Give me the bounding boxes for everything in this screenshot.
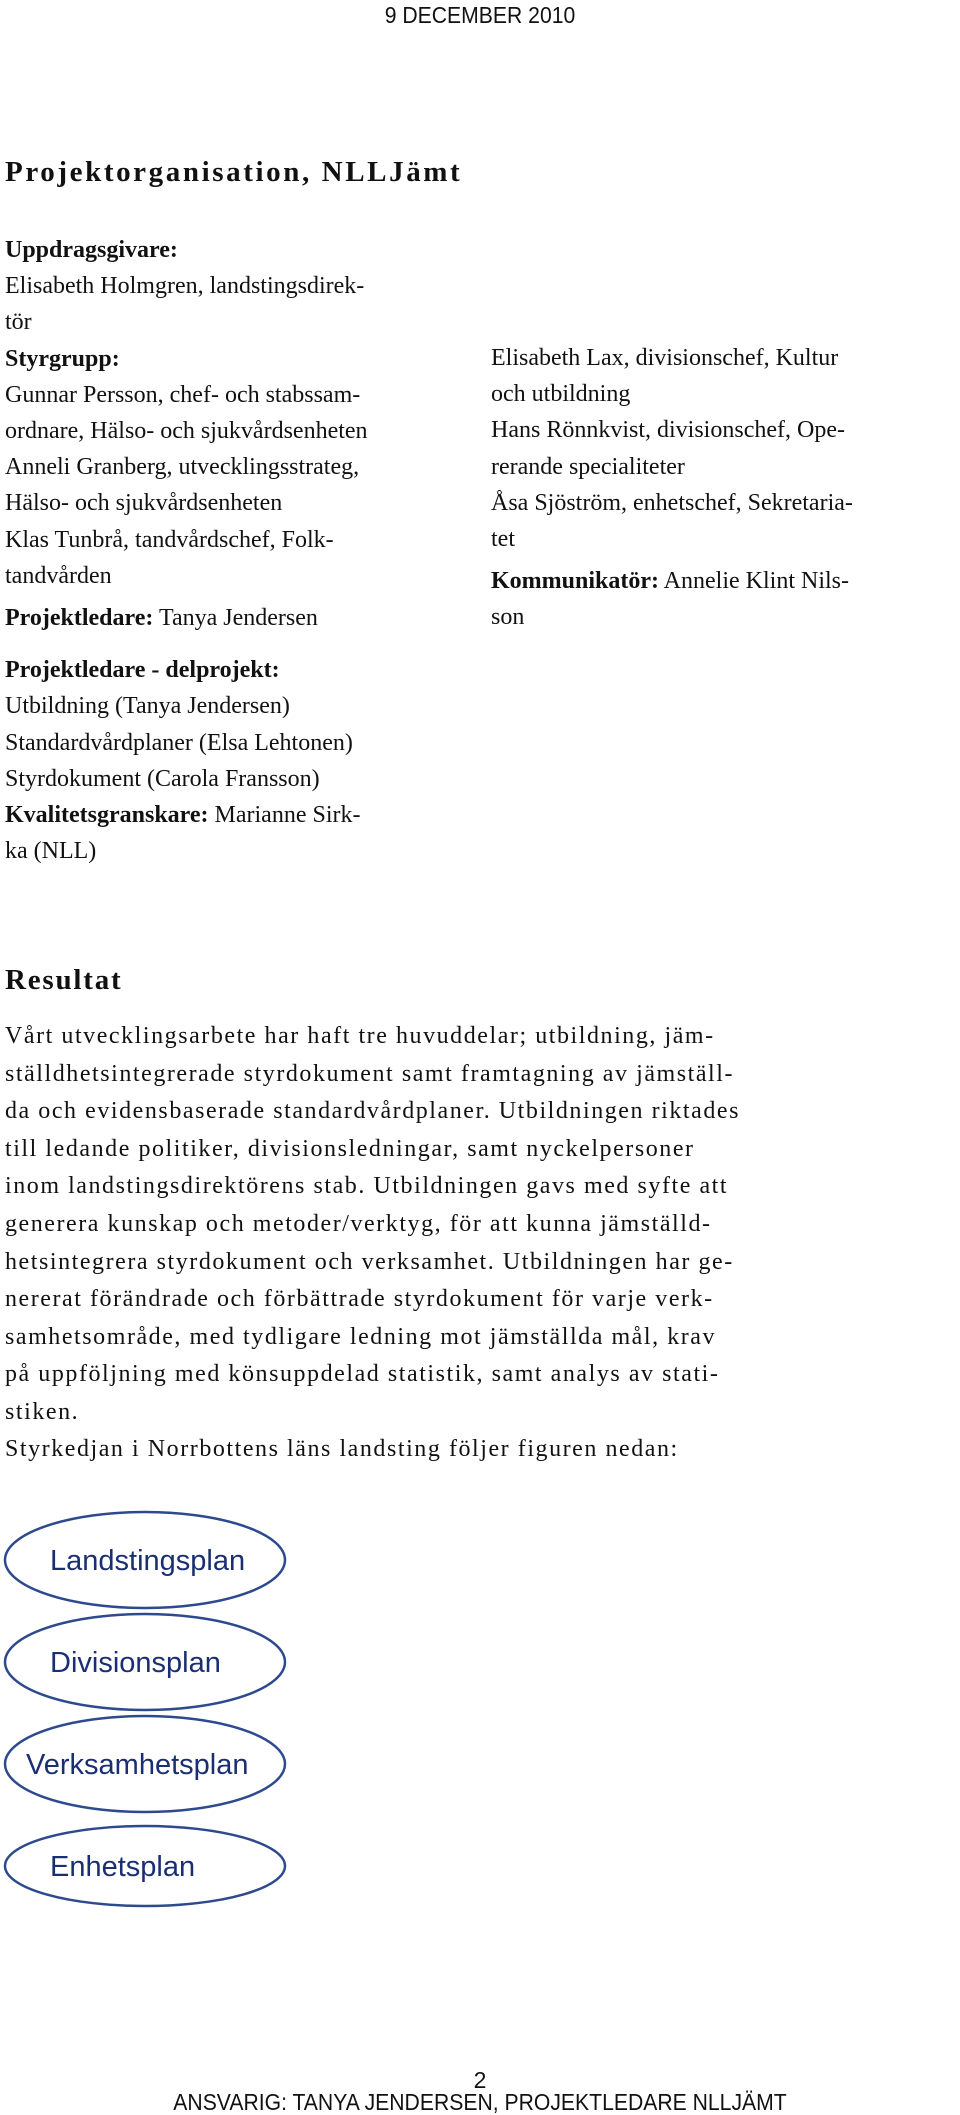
projektledare-label: Projektledare: bbox=[5, 605, 154, 632]
kvalitetsgranskare-cont: ka (NLL) bbox=[5, 838, 97, 865]
right-line: Hans Rönnkvist, divisionschef, Ope- bbox=[491, 417, 845, 444]
delprojekt-line: Styrdokument (Carola Fransson) bbox=[5, 765, 320, 792]
projektledare-row bbox=[5, 600, 475, 636]
paragraph-line: till ledande politiker, divisionsledningar, samt nyckelpersoner bbox=[5, 1135, 695, 1162]
page-title: Projektorganisation, NLLJämt bbox=[5, 156, 463, 188]
kommunikator-value: Annelie Klint Nils- bbox=[659, 568, 849, 595]
styrkedja-diagram bbox=[0, 1508, 300, 1908]
right-line: Åsa Sjöström, enhetschef, Sekretaria- bbox=[491, 489, 853, 516]
ellipse-divisionsplan bbox=[5, 1614, 285, 1710]
kvalitetsgranskare-row bbox=[5, 797, 475, 833]
delprojekt-line: Standardvårdplaner (Elsa Lehtonen) bbox=[5, 729, 353, 756]
delprojekt-line: Utbildning (Tanya Jendersen) bbox=[5, 693, 290, 720]
paragraph-line: på uppföljning med könsuppdelad statistik, samt analys av stati- bbox=[5, 1361, 720, 1388]
styrgrupp-line: Klas Tunbrå, tandvårdschef, Folk- bbox=[5, 526, 334, 553]
kommunikator-cont: son bbox=[491, 604, 525, 631]
right-line: rerande specialiteter bbox=[491, 453, 685, 480]
diagram-label-landstingsplan: Landstingsplan bbox=[50, 1545, 246, 1577]
uppdragsgivare-line: Elisabeth Holmgren, landstingsdirek- bbox=[5, 273, 365, 300]
paragraph-line: inom landstingsdirektörens stab. Utbildningen gavs med syfte att bbox=[5, 1173, 729, 1200]
right-column bbox=[491, 340, 956, 636]
styrgrupp-line: tandvården bbox=[5, 562, 112, 589]
page-footer: ANSVARIG: TANYA JENDERSEN, PROJEKTLEDARE NLLJÄMT bbox=[173, 2089, 787, 2115]
diagram-label-divisionsplan: Divisionsplan bbox=[50, 1647, 221, 1679]
paragraph-line: Vårt utvecklingsarbete har haft tre huvuddelar; utbildning, jäm- bbox=[5, 1023, 715, 1049]
ellipse-verksamhetsplan bbox=[5, 1716, 285, 1812]
right-line: tet bbox=[491, 526, 515, 553]
paragraph-line: stiken. bbox=[5, 1398, 80, 1425]
diagram-label-enhetsplan: Enhetsplan bbox=[50, 1851, 196, 1883]
paragraph-line: nererat förändrade och förbättrade styrdokument för varje verk- bbox=[5, 1286, 714, 1313]
page-header-date: 9 DECEMBER 2010 bbox=[384, 2, 576, 28]
styrgrupp-line: Gunnar Persson, chef- och stabssam- bbox=[5, 381, 361, 408]
styrgrupp-line: Hälso- och sjukvårdsenheten bbox=[5, 490, 283, 517]
resultat-paragraph bbox=[5, 1018, 955, 1432]
right-line: Elisabeth Lax, divisionschef, Kultur bbox=[491, 345, 839, 371]
uppdragsgivare-label: Uppdragsgivare: bbox=[5, 237, 178, 263]
ellipse-enhetsplan bbox=[5, 1826, 285, 1906]
paragraph-line: da och evidensbaserade standardvårdplaner. Utbildningen riktades bbox=[5, 1098, 740, 1125]
paragraph-line: ställdhetsintegrerade styrdokument samt framtagning av jämställ- bbox=[5, 1060, 735, 1087]
styrkedja-intro: Styrkedjan i Norrbottens läns landsting följer figuren nedan: bbox=[5, 1436, 679, 1462]
uppdragsgivare-line: tör bbox=[5, 309, 32, 336]
kommunikator-row bbox=[491, 563, 956, 599]
paragraph-line: samhetsområde, med tydligare ledning mot jämställda mål, krav bbox=[5, 1323, 717, 1350]
styrgrupp-line: ordnare, Hälso- och sjukvårdsenheten bbox=[5, 418, 368, 445]
kvalitetsgranskare-label: Kvalitetsgranskare: bbox=[5, 802, 209, 829]
paragraph-line: hetsintegrera styrdokument och verksamhet. Utbildningen har ge- bbox=[5, 1248, 734, 1275]
diagram-label-verksamhetsplan: Verksamhetsplan bbox=[26, 1749, 249, 1781]
projektledare-value: Tanya Jendersen bbox=[153, 605, 318, 632]
left-column bbox=[5, 232, 475, 869]
styrgrupp-label: Styrgrupp: bbox=[5, 345, 120, 372]
page-number: 2 bbox=[473, 2067, 487, 2093]
ellipse-landstingsplan bbox=[5, 1512, 285, 1608]
styrgrupp-line: Anneli Granberg, utvecklingsstrateg, bbox=[5, 454, 360, 481]
resultat-heading: Resultat bbox=[5, 964, 123, 996]
paragraph-line: generera kunskap och metoder/verktyg, för att kunna jämställd- bbox=[5, 1210, 712, 1237]
right-line: och utbildning bbox=[491, 381, 631, 408]
kommunikator-label: Kommunikatör: bbox=[491, 568, 659, 595]
kvalitetsgranskare-value: Marianne Sirk- bbox=[208, 802, 361, 829]
delprojekt-label: Projektledare - delprojekt: bbox=[5, 657, 280, 684]
